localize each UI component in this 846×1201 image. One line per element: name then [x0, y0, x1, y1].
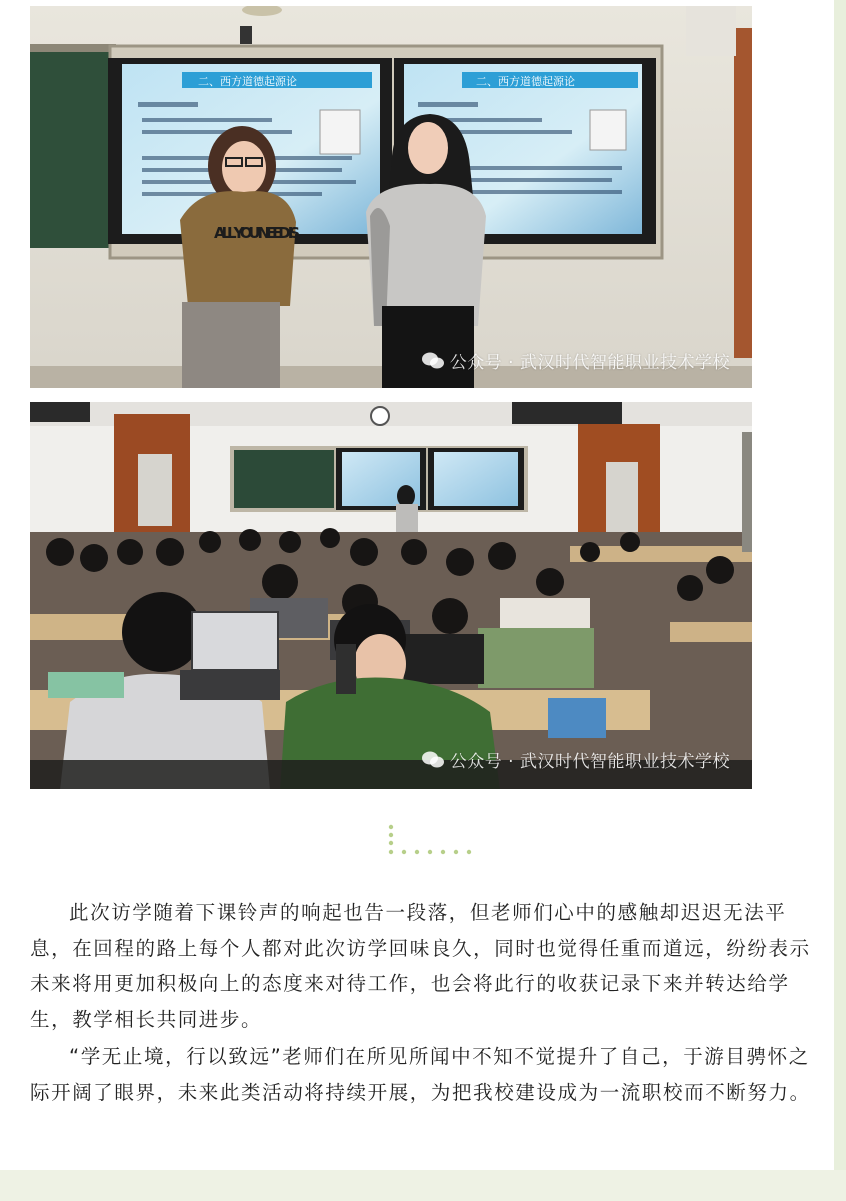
screen-heading-left: 二、西方道德起源论 — [198, 75, 297, 88]
wechat-icon — [422, 352, 444, 370]
photo-watermark — [422, 747, 730, 772]
paragraph-visit-summary: 此次访学随着下课铃声的响起也告一段落，但老师们心中的感触却迟迟无法平息，在回程的路上每个人都对此次访学回味良久，同时也觉得任重而道远，纷纷表示未来将用更加积极向上的态度来对待工作，也会将此行的收获记录下来并转达给学生，教学相长共同进步。 — [30, 901, 811, 1031]
teachers-presentation-photo[interactable] — [30, 6, 752, 388]
classroom-lecture-image — [30, 402, 752, 789]
classroom-lecture-photo[interactable] — [30, 402, 752, 789]
bottom-margin-strip — [0, 1170, 846, 1201]
watermark-text: 公众号 · 武汉时代智能职业技术学校 — [449, 353, 730, 373]
right-margin-strip — [834, 0, 846, 1201]
sweater-text: ALL YOU NEED IS — [214, 224, 300, 242]
paragraph-closing-statement: “学无止境，行以致远”老师们在所见所闻中不知不觉提升了自己，于游目骋怀之际开阔了眼界，未来此类活动将持续开展，为把我校建设成为一流职校而不断努力。 — [30, 1045, 811, 1104]
photo-watermark — [422, 348, 730, 373]
teachers-presentation-image — [30, 6, 752, 388]
wechat-icon — [422, 751, 444, 769]
watermark-text: 公众号 · 武汉时代智能职业技术学校 — [449, 752, 730, 772]
screen-heading-right: 二、西方道德起源论 — [476, 75, 575, 88]
dotted-divider-icon — [386, 824, 478, 858]
